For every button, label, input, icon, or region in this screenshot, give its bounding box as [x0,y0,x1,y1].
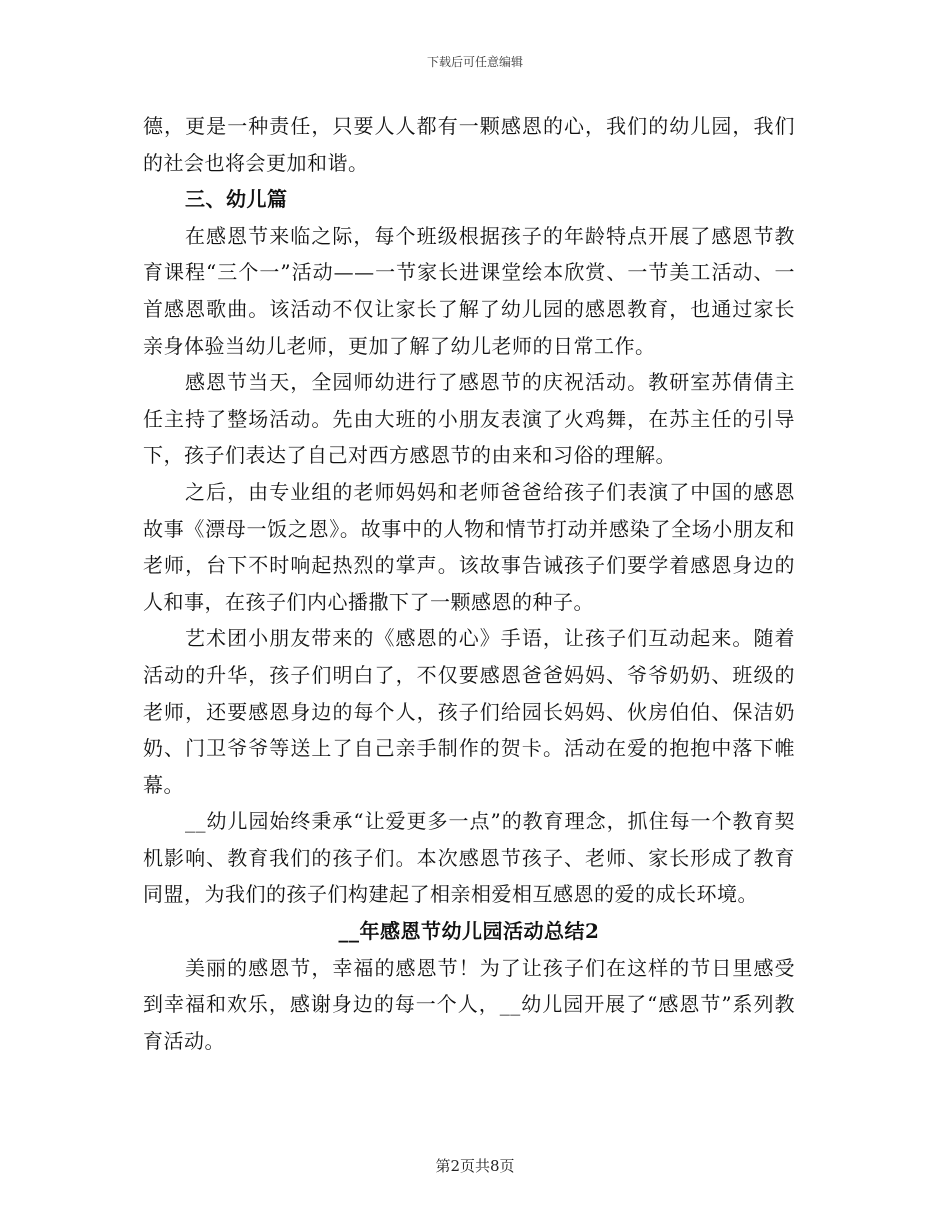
paragraph-3: 之后，由专业组的老师妈妈和老师爸爸给孩子们表演了中国的感恩故事《漂母一饭之恩》。故事中的人物和情节打动并感染了全场小朋友和老师，台下不时响起热烈的掌声。该故事告诫孩子们要学着感恩身边的人和事，在孩子们内心播撒下了一颗感恩的种子。 [143,479,795,614]
page-header: 下载后可任意编辑 [426,55,523,69]
page-number: 第2页共8页 [435,1157,515,1175]
paragraph-2: 感恩节当天，全园师幼进行了感恩节的庆祝活动。教研室苏倩倩主任主持了整场活动。先由大班的小朋友表演了火鸡舞，在苏主任的引导下，孩子们表达了自己对西方感恩节的由来和习俗的理解。 [143,370,795,468]
paragraph-5: __幼儿园始终秉承“让爱更多一点”的教育理念，抓住每一个教育契机影响、教育我们的孩子们。本次感恩节孩子、老师、家长形成了教育同盟，为我们的孩子们构建起了相亲相爱相互感恩的爱的成长环境。 [143,809,795,907]
paragraph-6: 美丽的感恩节，幸福的感恩节！为了让孩子们在这样的节日里感受到幸福和欢乐，感谢身边的每一个人，__幼儿园开展了“感恩节”系列教育活动。 [143,955,795,1053]
document-body [143,108,795,1059]
paragraph-continued: 德，更是一种责任，只要人人都有一颗感恩的心，我们的幼儿园，我们的社会也将会更加和谐。 [143,114,795,175]
article-title-2: __年感恩节幼儿园活动总结2 [338,919,600,944]
section-heading-children: 三、幼儿篇 [185,187,288,212]
paragraph-4: 艺术团小朋友带来的《感恩的心》手语，让孩子们互动起来。随着活动的升华，孩子们明白了，不仅要感恩爸爸妈妈、爷爷奶奶、班级的老师，还要感恩身边的每个人，孩子们给园长妈妈、伙房伯伯、保洁奶奶、门卫爷爷等送上了自己亲手制作的贺卡。活动在爱的抱抱中落下帷幕。 [143,626,795,797]
paragraph-1: 在感恩节来临之际，每个班级根据孩子的年龄特点开展了感恩节教育课程“三个一”活动——一节家长进课堂绘本欣赏、一节美工活动、一首感恩歌曲。该活动不仅让家长了解了幼儿园的感恩教育，也通过家长亲身体验当幼儿老师，更加了解了幼儿老师的日常工作。 [143,223,795,358]
